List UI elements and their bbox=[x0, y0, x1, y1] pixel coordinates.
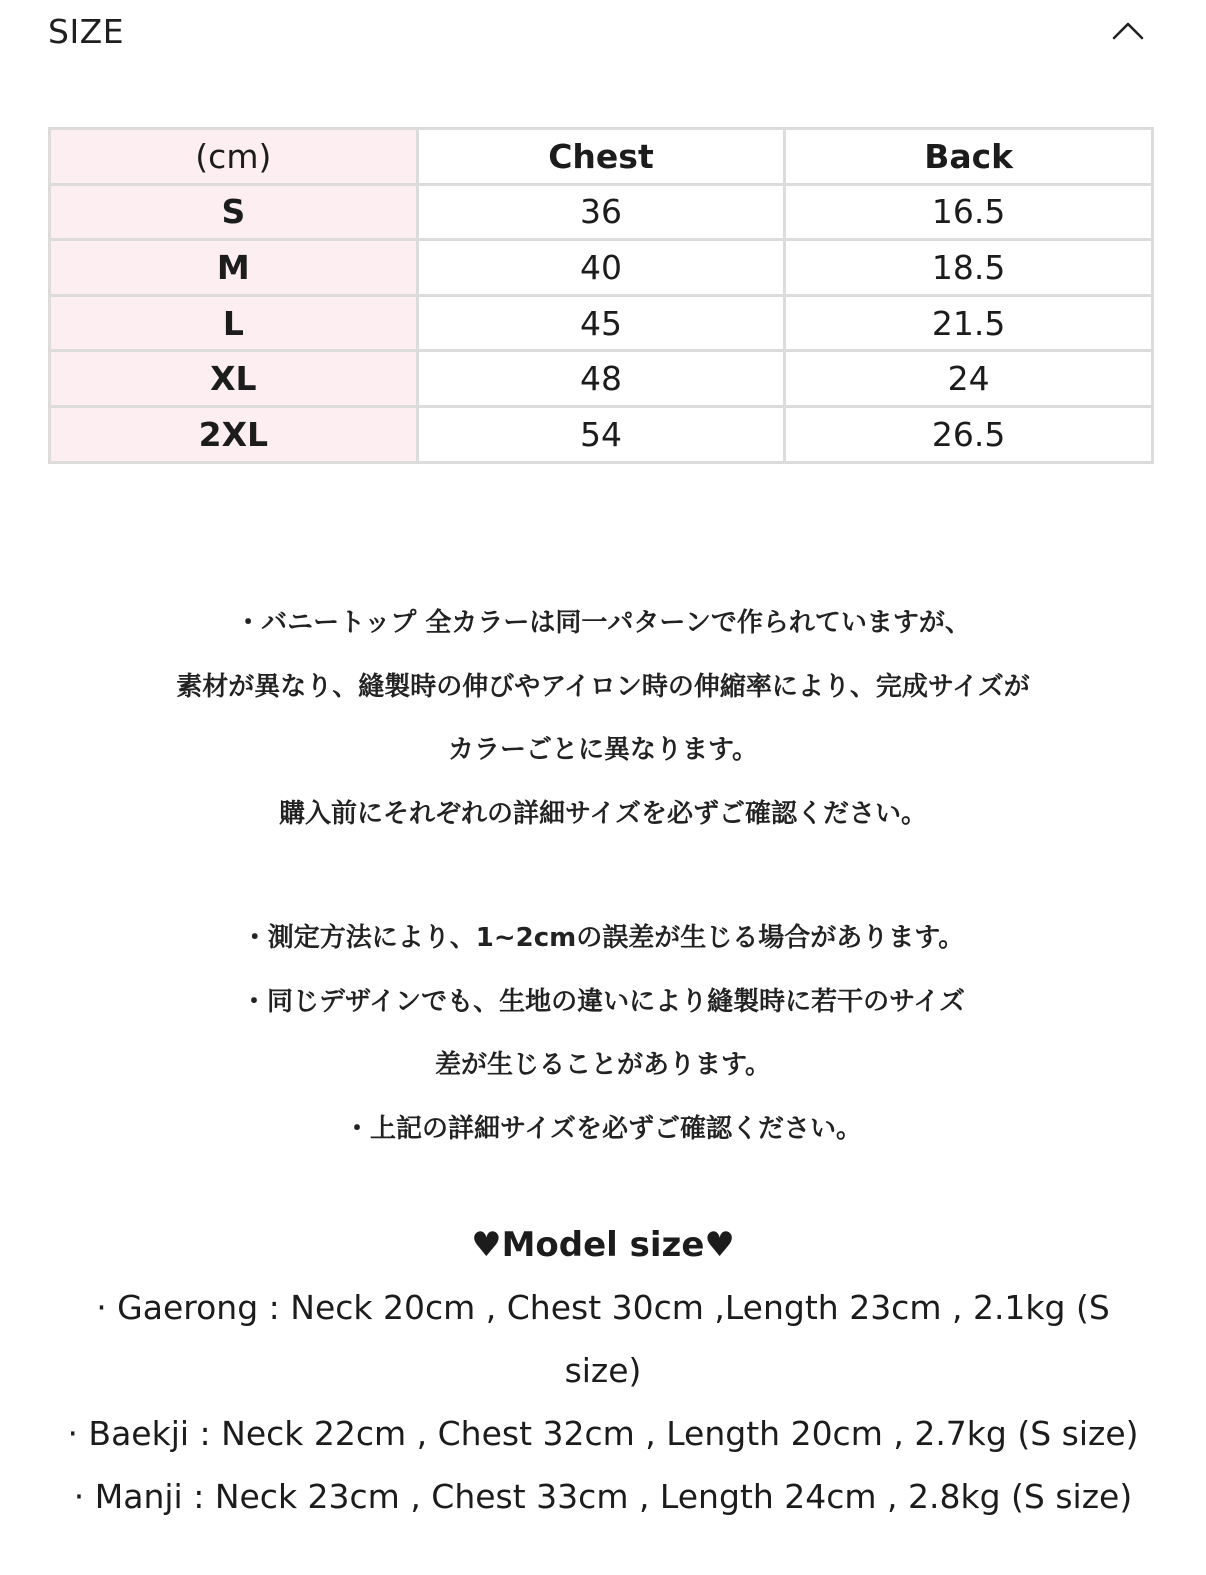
model-size-line: · Gaerong : Neck 20cm , Chest 30cm ,Length 23cm , 2.1kg (S bbox=[96, 1288, 1110, 1327]
model-size-section bbox=[0, 1214, 1206, 1528]
back-value: 24 bbox=[785, 351, 1153, 407]
back-value: 26.5 bbox=[785, 406, 1153, 462]
size-label: L bbox=[50, 295, 418, 351]
size-notes bbox=[0, 592, 1206, 1161]
note-line: ・同じデザインでも、生地の違いにより縫製時に若干のサイズ bbox=[240, 986, 966, 1017]
model-size-title: ♥Model size♥ bbox=[471, 1225, 735, 1265]
note-line: カラーごとに異なります。 bbox=[448, 735, 758, 765]
note-line: 購入前にそれぞれの詳細サイズを必ずご確認ください。 bbox=[279, 798, 927, 829]
chest-value: 40 bbox=[417, 240, 785, 296]
back-value: 18.5 bbox=[785, 240, 1153, 296]
note-line: 差が生じることがあります。 bbox=[435, 1050, 771, 1080]
column-header-chest: Chest bbox=[417, 129, 785, 185]
size-label: M bbox=[50, 240, 418, 296]
chest-value: 36 bbox=[417, 184, 785, 240]
section-title: SIZE bbox=[48, 12, 125, 51]
chest-value: 48 bbox=[417, 351, 785, 407]
note-line: ・上記の詳細サイズを必ずご確認ください。 bbox=[344, 1113, 862, 1144]
model-size-line: · Baekji : Neck 22cm , Chest 32cm , Length 20cm , 2.7kg (S size) bbox=[67, 1414, 1139, 1453]
table-row bbox=[50, 295, 1153, 351]
table-row bbox=[50, 406, 1153, 462]
size-label: S bbox=[50, 184, 418, 240]
note-spacer bbox=[0, 846, 1206, 907]
note-line: ・測定方法により、1~2cmの誤差が生じる場合があります。 bbox=[241, 923, 965, 953]
size-label: 2XL bbox=[50, 406, 418, 462]
column-header-back: Back bbox=[785, 129, 1153, 185]
table-header-row bbox=[50, 129, 1153, 185]
table-row bbox=[50, 351, 1153, 407]
back-value: 16.5 bbox=[785, 184, 1153, 240]
table-row bbox=[50, 240, 1153, 296]
chest-value: 45 bbox=[417, 295, 785, 351]
size-table bbox=[48, 127, 1154, 464]
size-label: XL bbox=[50, 351, 418, 407]
size-section-header[interactable] bbox=[0, 0, 1206, 66]
model-size-line: size) bbox=[564, 1351, 642, 1390]
note-line: ・バニートップ 全カラーは同一パターンで作られていますが、 bbox=[235, 608, 971, 638]
chest-value: 54 bbox=[417, 406, 785, 462]
note-line: 素材が異なり、縫製時の伸びやアイロン時の伸縮率により、完成サイズが bbox=[176, 671, 1030, 702]
back-value: 21.5 bbox=[785, 295, 1153, 351]
unit-header: (cm) bbox=[50, 129, 418, 185]
chevron-up-icon[interactable] bbox=[1110, 16, 1146, 46]
model-size-line: · Manji : Neck 23cm , Chest 33cm , Length 24cm , 2.8kg (S size) bbox=[73, 1477, 1133, 1516]
table-row bbox=[50, 184, 1153, 240]
